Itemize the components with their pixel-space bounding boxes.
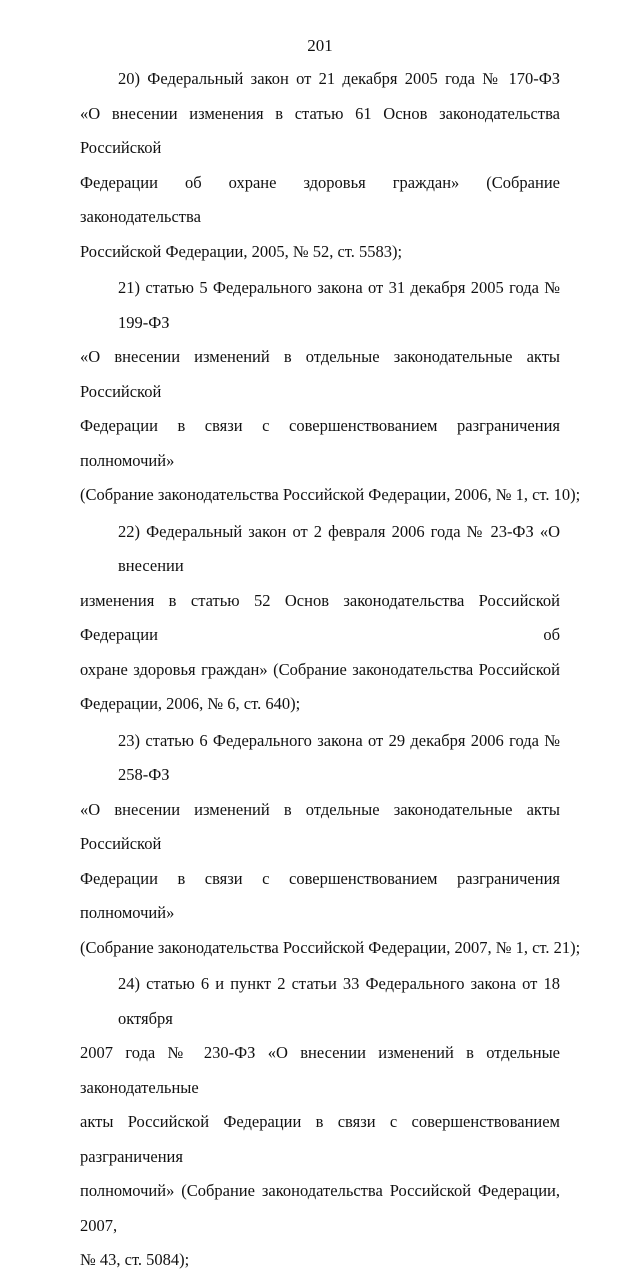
paragraph-line: Федерации в связи с совершенствованием разграничения полномочий» xyxy=(80,868,560,922)
paragraph-line: изменения в статью 52 Основ законодательства Российской Федерации об xyxy=(80,590,560,644)
page-number: 201 xyxy=(307,36,333,55)
paragraph-line: «О внесении изменения в статью 61 Основ законодательства Российской xyxy=(80,103,560,157)
paragraph-line: полномочий» (Собрание законодательства Российской Федерации, 2007, xyxy=(80,1181,560,1235)
paragraph-line: 21) статью 5 Федерального закона от 31 декабря 2005 года № 199-ФЗ xyxy=(118,278,560,332)
paragraph-line: 23) статью 6 Федерального закона от 29 декабря 2006 года № 258-ФЗ xyxy=(118,730,560,784)
list-item-24 xyxy=(80,967,560,1278)
paragraph-line: «О внесении изменений в отдельные законодательные акты Российской xyxy=(80,347,560,401)
paragraph-line: 24) статью 6 и пункт 2 статьи 33 Федерального закона от 18 октября xyxy=(118,974,560,1028)
paragraph-line: № 43, ст. 5084); xyxy=(80,1250,190,1269)
paragraph-line: 22) Федеральный закон от 2 февраля 2006 года № 23-ФЗ «О внесении xyxy=(118,521,560,575)
paragraph-line: Федерации в связи с совершенствованием разграничения полномочий» xyxy=(80,416,560,470)
list-item-22 xyxy=(80,515,560,722)
list-item-23 xyxy=(80,724,581,966)
paragraph-line: Федерации, 2006, № 6, ст. 640); xyxy=(80,694,301,713)
paragraph-line: 20) Федеральный закон от 21 декабря 2005 года № 170-ФЗ xyxy=(118,69,560,88)
paragraph-line: акты Российской Федерации в связи с совершенствованием разграничения xyxy=(80,1112,560,1166)
paragraph-line: Российской Федерации, 2005, № 52, ст. 5583); xyxy=(80,241,403,261)
document-body xyxy=(80,62,581,1278)
paragraph-line: охране здоровья граждан» (Собрание законодательства Российской xyxy=(80,659,560,679)
paragraph-line: (Собрание законодательства Российской Федерации, 2006, № 1, ст. 10); xyxy=(80,485,581,504)
paragraph-line: (Собрание законодательства Российской Федерации, 2007, № 1, ст. 21); xyxy=(80,937,581,957)
paragraph-line: 2007 года № 230-ФЗ «О внесении изменений в отдельные законодательные xyxy=(80,1043,560,1097)
list-item-20 xyxy=(80,62,560,269)
paragraph-line: «О внесении изменений в отдельные законодательные акты Российской xyxy=(80,799,560,853)
list-item-21 xyxy=(80,271,581,513)
paragraph-line: Федерации об охране здоровья граждан» (Собрание законодательства xyxy=(80,172,560,226)
